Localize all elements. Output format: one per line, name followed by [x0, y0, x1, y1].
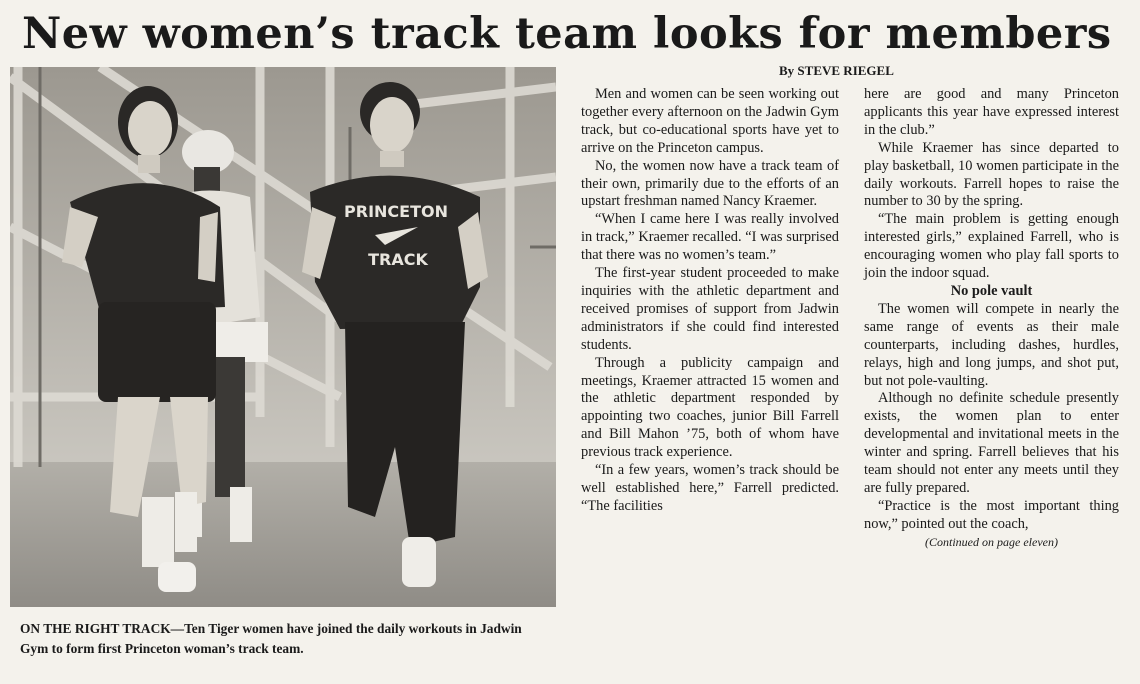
paragraph: “Practice is the most important thing now,” pointed out the coach,: [864, 497, 1119, 532]
paragraph: Through a publicity campaign and meetings, Kraemer attracted 15 women and the athletic department responded by appointing two coaches, junior Bill Farrell and Bill Mahon ’75, both of whom have previous track experience.: [581, 354, 839, 461]
paragraph: The women will compete in nearly the same range of events as their male counterparts, including dashes, hurdles, relays, high and long jumps, and shot put, but not pole-vaulting.: [864, 300, 1119, 389]
paragraph: Men and women can be seen working out together every afternoon on the Jadwin Gym track, but co-educational sports have yet to arrive on the Princeton campus.: [581, 86, 839, 156]
byline: By STEVE RIEGEL: [779, 63, 894, 78]
article-column-2: [864, 86, 1119, 552]
paragraph: “The main problem is getting enough interested girls,” explained Farrell, who is encouraging women who play fall sports to join the indoor squad.: [864, 211, 1119, 282]
paragraph: “In a few years, women’s track should be well established here,” Farrell predicted. “The facilities: [581, 462, 839, 514]
continued-note: (Continued on page eleven): [925, 534, 1058, 549]
photo-caption: ON THE RIGHT TRACK—Ten Tiger women have joined the daily workouts in Jadwin Gym to form first Princeton woman’s track team.: [20, 621, 522, 656]
paragraph: Although no definite schedule presently exists, the women plan to enter developmental and invitational meets in the winter and spring. Farrell believes that his team should not enter any meets until they are fully prepared.: [864, 390, 1119, 496]
article-column-1: [581, 86, 839, 516]
paragraph: No, the women now have a track team of their own, primarily due to the efforts of an upstart freshman named Nancy Kraemer.: [581, 157, 839, 210]
paragraph: here are good and many Princeton applicants this year have expressed interest in the club.”: [864, 86, 1119, 138]
subhead: No pole vault: [950, 282, 1033, 299]
paragraph: While Kraemer has since departed to play basketball, 10 women participate in the daily workouts. Farrell hopes to raise the number to 30 by the spring.: [864, 139, 1119, 210]
paragraph: The first-year student proceeded to make inquiries with the athletic department and received promises of support from Jadwin administrators if she could find interested students.: [581, 265, 839, 353]
news-photo: [10, 67, 556, 607]
headline: New women’s track team looks for members: [22, 9, 1112, 59]
photo-illustration: [10, 67, 556, 607]
shirt-text-top: PRINCETON: [344, 202, 448, 221]
shirt-text-bottom: TRACK: [368, 250, 428, 269]
paragraph: “When I came here I was really involved in track,” Kraemer recalled. “I was surprised that there was no women’s team.”: [581, 211, 839, 264]
